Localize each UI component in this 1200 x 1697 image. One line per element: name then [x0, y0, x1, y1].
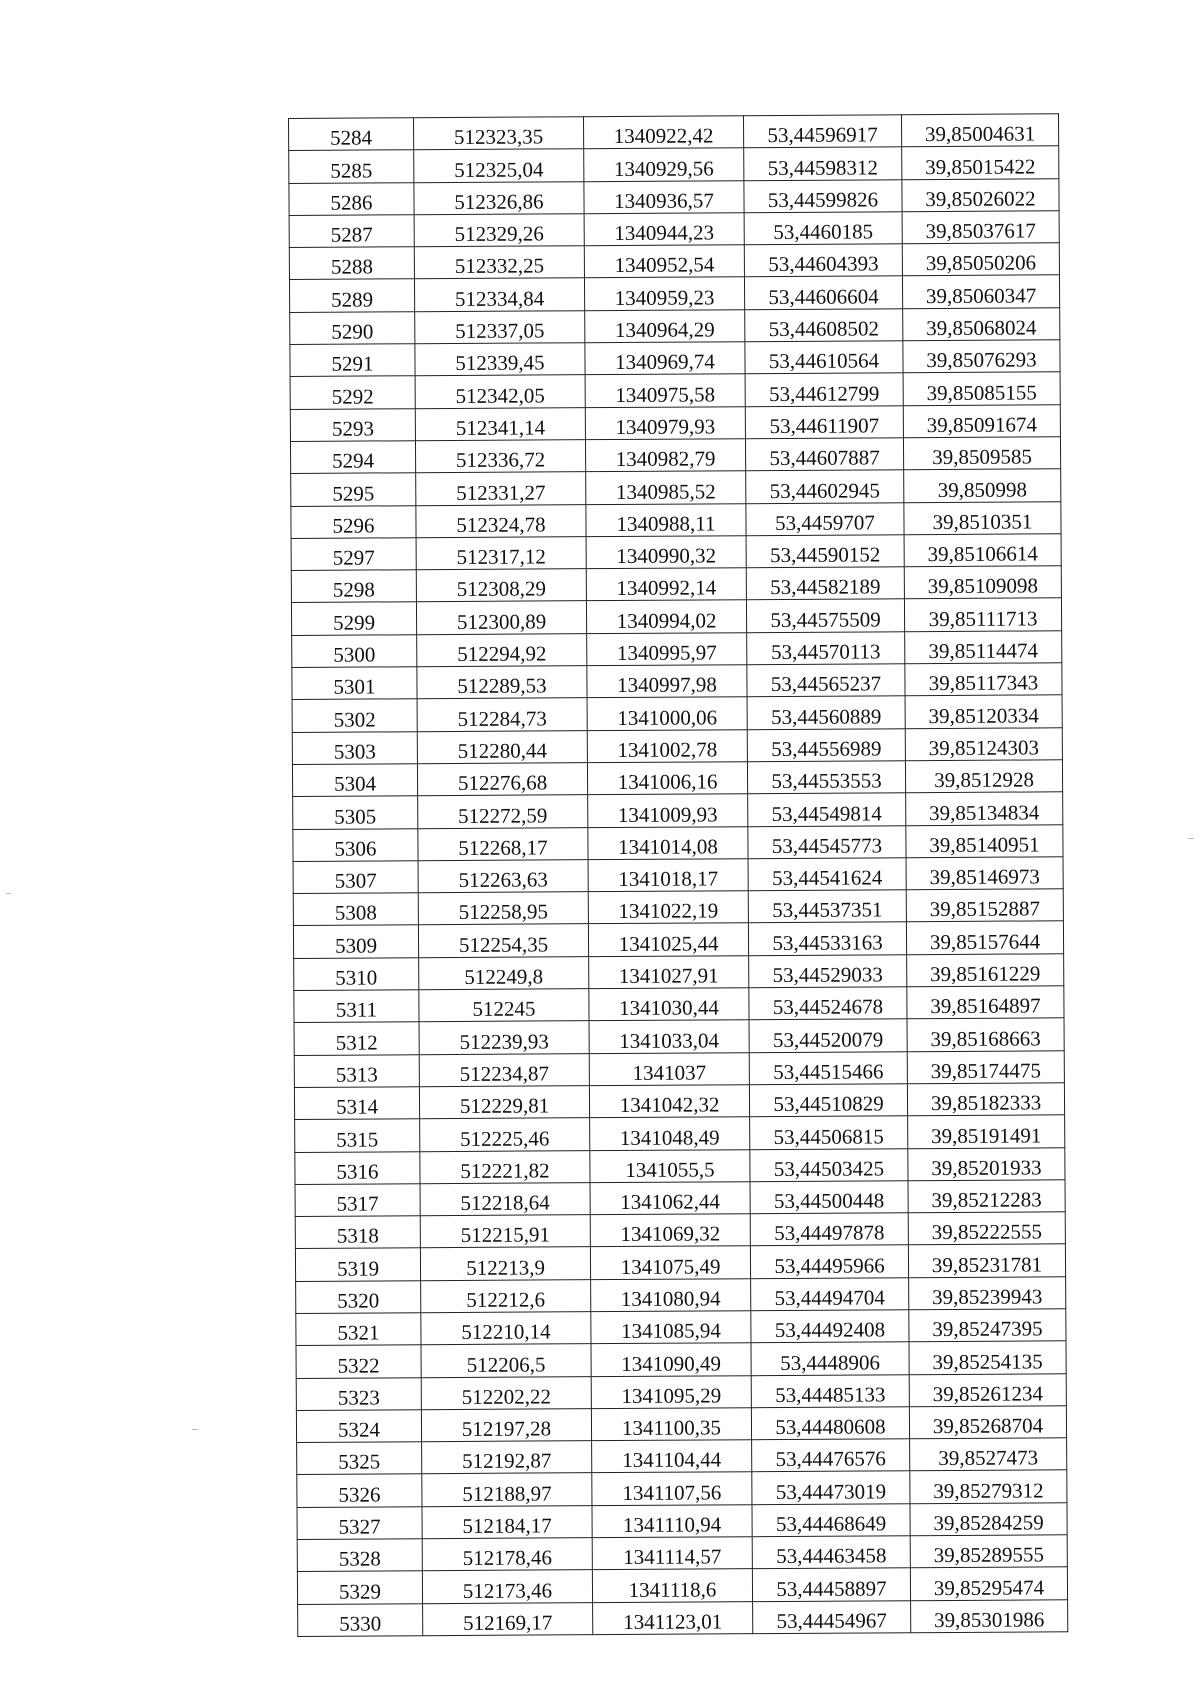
- y-coordinate-cell: 1341069,32: [590, 1214, 750, 1247]
- longitude-cell: 39,8527473: [910, 1438, 1067, 1471]
- longitude-cell: 39,85037617: [902, 211, 1059, 244]
- longitude-cell: 39,85212283: [908, 1180, 1065, 1213]
- x-coordinate-cell: 512268,17: [418, 827, 588, 860]
- x-coordinate-cell: 512329,26: [414, 214, 584, 247]
- point-number-cell: 5298: [291, 570, 416, 603]
- point-number-cell: 5300: [292, 634, 417, 667]
- y-coordinate-cell: 1341062,44: [590, 1181, 750, 1214]
- longitude-cell: 39,85191491: [908, 1115, 1065, 1148]
- longitude-cell: 39,85109098: [904, 566, 1061, 599]
- x-coordinate-cell: 512169,17: [423, 1602, 593, 1635]
- x-coordinate-cell: 512334,84: [414, 278, 584, 311]
- longitude-cell: 39,85050206: [902, 243, 1059, 276]
- longitude-cell: 39,85068024: [903, 308, 1060, 341]
- longitude-cell: 39,85222555: [908, 1212, 1065, 1245]
- y-coordinate-cell: 1341025,44: [588, 923, 748, 956]
- latitude-cell: 53,44506815: [750, 1116, 908, 1149]
- table-row: [294, 986, 1064, 1023]
- table-row: [290, 372, 1060, 409]
- table-row: [289, 114, 1059, 151]
- y-coordinate-cell: 1340975,58: [585, 374, 745, 407]
- point-number-cell: 5325: [297, 1442, 422, 1475]
- x-coordinate-cell: 512197,28: [421, 1409, 591, 1442]
- point-number-cell: 5288: [289, 247, 414, 280]
- longitude-cell: 39,85091674: [903, 404, 1060, 437]
- scan-speck: [6, 893, 11, 894]
- x-coordinate-cell: 512317,12: [416, 537, 586, 570]
- table-row: [292, 727, 1062, 764]
- scan-speck: [192, 1429, 198, 1430]
- point-number-cell: 5292: [290, 376, 415, 409]
- x-coordinate-cell: 512229,81: [419, 1086, 589, 1119]
- x-coordinate-cell: 512332,25: [414, 246, 584, 279]
- y-coordinate-cell: 1341014,08: [588, 826, 748, 859]
- longitude-cell: 39,85120334: [905, 695, 1062, 728]
- point-number-cell: 5309: [293, 925, 418, 958]
- table-row: [292, 663, 1062, 700]
- y-coordinate-cell: 1340982,79: [585, 439, 745, 472]
- longitude-cell: 39,85060347: [902, 275, 1059, 308]
- point-number-cell: 5285: [289, 150, 414, 183]
- x-coordinate-cell: 512206,5: [421, 1344, 591, 1377]
- y-coordinate-cell: 1341075,49: [590, 1246, 750, 1279]
- table-row: [289, 243, 1059, 280]
- point-number-cell: 5330: [298, 1603, 423, 1636]
- x-coordinate-cell: 512272,59: [418, 795, 588, 828]
- x-coordinate-cell: 512280,44: [417, 730, 587, 763]
- longitude-cell: 39,85254135: [909, 1341, 1066, 1374]
- longitude-cell: 39,85239943: [909, 1276, 1066, 1309]
- table-row: [290, 437, 1060, 474]
- y-coordinate-cell: 1341123,01: [593, 1601, 753, 1634]
- latitude-cell: 53,44468649: [752, 1503, 910, 1536]
- x-coordinate-cell: 512178,46: [422, 1538, 592, 1571]
- longitude-cell: 39,85085155: [903, 372, 1060, 405]
- latitude-cell: 53,4459707: [746, 502, 904, 535]
- x-coordinate-cell: 512339,45: [415, 343, 585, 376]
- table-row: [297, 1535, 1067, 1572]
- x-coordinate-cell: 512210,14: [421, 1312, 591, 1345]
- y-coordinate-cell: 1341118,6: [592, 1569, 752, 1602]
- latitude-cell: 53,44524678: [749, 987, 907, 1020]
- x-coordinate-cell: 512323,35: [414, 117, 584, 150]
- latitude-cell: 53,4460185: [744, 212, 902, 245]
- y-coordinate-cell: 1341104,44: [592, 1440, 752, 1473]
- table-row: [295, 1147, 1065, 1184]
- x-coordinate-cell: 512245: [419, 989, 589, 1022]
- y-coordinate-cell: 1341085,94: [591, 1311, 751, 1344]
- latitude-cell: 53,4448906: [751, 1342, 909, 1375]
- latitude-cell: 53,44607887: [745, 438, 903, 471]
- y-coordinate-cell: 1341110,94: [592, 1504, 752, 1537]
- x-coordinate-cell: 512213,9: [420, 1247, 590, 1280]
- y-coordinate-cell: 1340992,14: [586, 568, 746, 601]
- latitude-cell: 53,44599826: [744, 179, 902, 212]
- table-row: [290, 340, 1060, 377]
- table-row: [293, 889, 1063, 926]
- x-coordinate-cell: 512276,68: [417, 763, 587, 796]
- x-coordinate-cell: 512184,17: [422, 1505, 592, 1538]
- latitude-cell: 53,44582189: [746, 567, 904, 600]
- table-row: [296, 1341, 1066, 1378]
- point-number-cell: 5294: [290, 441, 415, 474]
- latitude-cell: 53,44529033: [749, 954, 907, 987]
- coordinates-table: [288, 113, 1068, 1637]
- y-coordinate-cell: 1340964,29: [585, 309, 745, 342]
- longitude-cell: 39,85268704: [909, 1406, 1066, 1439]
- x-coordinate-cell: 512331,27: [416, 472, 586, 505]
- point-number-cell: 5297: [291, 538, 416, 571]
- latitude-cell: 53,44473019: [752, 1471, 910, 1504]
- y-coordinate-cell: 1341027,91: [589, 955, 749, 988]
- latitude-cell: 53,44541624: [748, 858, 906, 891]
- point-number-cell: 5305: [293, 796, 418, 829]
- latitude-cell: 53,44606604: [744, 276, 902, 309]
- point-number-cell: 5324: [296, 1410, 421, 1443]
- y-coordinate-cell: 1340997,98: [587, 665, 747, 698]
- longitude-cell: 39,85111713: [904, 598, 1061, 631]
- latitude-cell: 53,44500448: [750, 1181, 908, 1214]
- latitude-cell: 53,44454967: [753, 1600, 911, 1633]
- y-coordinate-cell: 1340944,23: [584, 213, 744, 246]
- latitude-cell: 53,44610564: [745, 341, 903, 374]
- point-number-cell: 5303: [292, 731, 417, 764]
- y-coordinate-cell: 1341006,16: [587, 762, 747, 795]
- y-coordinate-cell: 1341042,32: [589, 1085, 749, 1118]
- table-row: [289, 275, 1059, 312]
- point-number-cell: 5301: [292, 667, 417, 700]
- longitude-cell: 39,85174475: [907, 1050, 1064, 1083]
- x-coordinate-cell: 512336,72: [415, 440, 585, 473]
- x-coordinate-cell: 512341,14: [415, 407, 585, 440]
- table-row: [297, 1438, 1067, 1475]
- y-coordinate-cell: 1340985,52: [586, 471, 746, 504]
- x-coordinate-cell: 512254,35: [418, 924, 588, 957]
- longitude-cell: 39,85157644: [906, 921, 1063, 954]
- table-row: [297, 1503, 1067, 1540]
- point-number-cell: 5313: [294, 1054, 419, 1087]
- longitude-cell: 39,85161229: [907, 953, 1064, 986]
- y-coordinate-cell: 1341100,35: [591, 1408, 751, 1441]
- x-coordinate-cell: 512326,86: [414, 181, 584, 214]
- point-number-cell: 5326: [297, 1474, 422, 1507]
- longitude-cell: 39,850998: [904, 469, 1061, 502]
- point-number-cell: 5320: [296, 1280, 421, 1313]
- y-coordinate-cell: 1340994,02: [586, 600, 746, 633]
- longitude-cell: 39,85106614: [904, 534, 1061, 567]
- table-row: [296, 1309, 1066, 1346]
- latitude-cell: 53,44570113: [747, 631, 905, 664]
- point-number-cell: 5291: [290, 344, 415, 377]
- table-row: [290, 308, 1060, 345]
- x-coordinate-cell: 512325,04: [414, 149, 584, 182]
- y-coordinate-cell: 1341018,17: [588, 859, 748, 892]
- table-row: [291, 534, 1061, 571]
- longitude-cell: 39,85289555: [910, 1535, 1067, 1568]
- latitude-cell: 53,44510829: [749, 1084, 907, 1117]
- x-coordinate-cell: 512212,6: [421, 1279, 591, 1312]
- y-coordinate-cell: 1341095,29: [591, 1375, 751, 1408]
- y-coordinate-cell: 1341009,93: [588, 794, 748, 827]
- y-coordinate-cell: 1340952,54: [584, 245, 744, 278]
- x-coordinate-cell: 512342,05: [415, 375, 585, 408]
- latitude-cell: 53,44549814: [748, 793, 906, 826]
- latitude-cell: 53,44494704: [751, 1277, 909, 1310]
- y-coordinate-cell: 1341055,5: [590, 1149, 750, 1182]
- longitude-cell: 39,85284259: [910, 1503, 1067, 1536]
- point-number-cell: 5321: [296, 1313, 421, 1346]
- x-coordinate-cell: 512239,93: [419, 1021, 589, 1054]
- point-number-cell: 5307: [293, 861, 418, 894]
- table-row: [298, 1599, 1068, 1636]
- point-number-cell: 5310: [294, 957, 419, 990]
- table-row: [297, 1567, 1067, 1604]
- x-coordinate-cell: 512192,87: [422, 1441, 592, 1474]
- latitude-cell: 53,44497878: [750, 1213, 908, 1246]
- longitude-cell: 39,85152887: [906, 889, 1063, 922]
- latitude-cell: 53,44596917: [743, 115, 901, 148]
- x-coordinate-cell: 512215,91: [420, 1215, 590, 1248]
- y-coordinate-cell: 1340979,93: [585, 406, 745, 439]
- x-coordinate-cell: 512308,29: [416, 569, 586, 602]
- point-number-cell: 5290: [290, 312, 415, 345]
- table-row: [295, 1180, 1065, 1217]
- table-row: [293, 824, 1063, 861]
- table-row: [291, 598, 1061, 635]
- table-row: [292, 695, 1062, 732]
- point-number-cell: 5302: [292, 699, 417, 732]
- table-row: [296, 1276, 1066, 1313]
- longitude-cell: 39,85301986: [911, 1599, 1068, 1632]
- x-coordinate-cell: 512284,73: [417, 698, 587, 731]
- table-row: [291, 501, 1061, 538]
- latitude-cell: 53,44560889: [747, 696, 905, 729]
- latitude-cell: 53,44604393: [744, 244, 902, 277]
- latitude-cell: 53,44565237: [747, 664, 905, 697]
- table-row: [292, 631, 1062, 668]
- table-row: [293, 921, 1063, 958]
- latitude-cell: 53,44485133: [751, 1374, 909, 1407]
- longitude-cell: 39,85146973: [906, 857, 1063, 890]
- point-number-cell: 5316: [295, 1151, 420, 1184]
- latitude-cell: 53,44520079: [749, 1019, 907, 1052]
- x-coordinate-cell: 512263,63: [418, 860, 588, 893]
- longitude-cell: 39,85124303: [905, 727, 1062, 760]
- longitude-cell: 39,85076293: [903, 340, 1060, 373]
- point-number-cell: 5293: [290, 408, 415, 441]
- point-number-cell: 5311: [294, 990, 419, 1023]
- y-coordinate-cell: 1341002,78: [587, 729, 747, 762]
- latitude-cell: 53,44492408: [751, 1310, 909, 1343]
- longitude-cell: 39,8512928: [905, 760, 1062, 793]
- point-number-cell: 5327: [297, 1506, 422, 1539]
- longitude-cell: 39,85004631: [901, 114, 1058, 147]
- table-row: [289, 211, 1059, 248]
- longitude-cell: 39,85164897: [907, 986, 1064, 1019]
- latitude-cell: 53,44463458: [752, 1536, 910, 1569]
- x-coordinate-cell: 512225,46: [420, 1118, 590, 1151]
- point-number-cell: 5299: [291, 602, 416, 635]
- point-number-cell: 5328: [297, 1539, 422, 1572]
- table-row: [295, 1212, 1065, 1249]
- table-row: [290, 404, 1060, 441]
- y-coordinate-cell: 1341107,56: [592, 1472, 752, 1505]
- x-coordinate-cell: 512258,95: [418, 892, 588, 925]
- longitude-cell: 39,85261234: [909, 1373, 1066, 1406]
- table-row: [289, 178, 1059, 215]
- longitude-cell: 39,85026022: [902, 178, 1059, 211]
- table-row: [297, 1470, 1067, 1507]
- table-row: [294, 1083, 1064, 1120]
- y-coordinate-cell: 1341080,94: [591, 1278, 751, 1311]
- point-number-cell: 5304: [292, 764, 417, 797]
- table-row: [291, 566, 1061, 603]
- longitude-cell: 39,85168663: [907, 1018, 1064, 1051]
- table-row: [289, 146, 1059, 183]
- latitude-cell: 53,44476576: [752, 1439, 910, 1472]
- x-coordinate-cell: 512218,64: [420, 1182, 590, 1215]
- point-number-cell: 5306: [293, 828, 418, 861]
- longitude-cell: 39,8509585: [903, 437, 1060, 470]
- y-coordinate-cell: 1340969,74: [585, 342, 745, 375]
- point-number-cell: 5289: [289, 279, 414, 312]
- latitude-cell: 53,44612799: [745, 373, 903, 406]
- longitude-cell: 39,85114474: [905, 631, 1062, 664]
- point-number-cell: 5296: [291, 505, 416, 538]
- table-row: [294, 953, 1064, 990]
- table-row: [296, 1373, 1066, 1410]
- y-coordinate-cell: 1340922,42: [583, 116, 743, 149]
- y-coordinate-cell: 1341030,44: [589, 988, 749, 1021]
- longitude-cell: 39,85015422: [902, 146, 1059, 179]
- longitude-cell: 39,85295474: [910, 1567, 1067, 1600]
- latitude-cell: 53,44495966: [750, 1245, 908, 1278]
- x-coordinate-cell: 512202,22: [421, 1376, 591, 1409]
- y-coordinate-cell: 1340929,56: [584, 148, 744, 181]
- latitude-cell: 53,44553553: [747, 761, 905, 794]
- latitude-cell: 53,44611907: [745, 405, 903, 438]
- point-number-cell: 5312: [294, 1022, 419, 1055]
- table-row: [294, 1018, 1064, 1055]
- longitude-cell: 39,85140951: [906, 824, 1063, 857]
- latitude-cell: 53,44515466: [749, 1051, 907, 1084]
- point-number-cell: 5318: [295, 1216, 420, 1249]
- latitude-cell: 53,44545773: [748, 825, 906, 858]
- longitude-cell: 39,85279312: [910, 1470, 1067, 1503]
- latitude-cell: 53,44537351: [748, 890, 906, 923]
- table-row: [294, 1050, 1064, 1087]
- x-coordinate-cell: 512173,46: [422, 1570, 592, 1603]
- latitude-cell: 53,44575509: [746, 599, 904, 632]
- x-coordinate-cell: 512221,82: [420, 1150, 590, 1183]
- y-coordinate-cell: 1341048,49: [590, 1117, 750, 1150]
- point-number-cell: 5323: [296, 1377, 421, 1410]
- y-coordinate-cell: 1341000,06: [587, 697, 747, 730]
- latitude-cell: 53,44598312: [744, 147, 902, 180]
- y-coordinate-cell: 1340959,23: [584, 277, 744, 310]
- latitude-cell: 53,44608502: [745, 309, 903, 342]
- point-number-cell: 5329: [297, 1571, 422, 1604]
- point-number-cell: 5319: [295, 1248, 420, 1281]
- x-coordinate-cell: 512188,97: [422, 1473, 592, 1506]
- longitude-cell: 39,85231781: [908, 1244, 1065, 1277]
- longitude-cell: 39,85201933: [908, 1147, 1065, 1180]
- y-coordinate-cell: 1341033,04: [589, 1020, 749, 1053]
- y-coordinate-cell: 1340988,11: [586, 503, 746, 536]
- y-coordinate-cell: 1341022,19: [588, 891, 748, 924]
- y-coordinate-cell: 1341037: [589, 1052, 749, 1085]
- point-number-cell: 5314: [294, 1087, 419, 1120]
- point-number-cell: 5315: [295, 1119, 420, 1152]
- scan-speck: [1188, 838, 1194, 839]
- table-body: [289, 114, 1068, 1637]
- table-row: [295, 1244, 1065, 1281]
- x-coordinate-cell: 512249,8: [419, 956, 589, 989]
- latitude-cell: 53,44458897: [752, 1568, 910, 1601]
- x-coordinate-cell: 512294,92: [417, 633, 587, 666]
- point-number-cell: 5317: [295, 1184, 420, 1217]
- x-coordinate-cell: 512337,05: [415, 310, 585, 343]
- point-number-cell: 5284: [289, 118, 414, 151]
- y-coordinate-cell: 1340995,97: [587, 632, 747, 665]
- longitude-cell: 39,85134834: [906, 792, 1063, 825]
- latitude-cell: 53,44556989: [747, 728, 905, 761]
- longitude-cell: 39,85117343: [905, 663, 1062, 696]
- longitude-cell: 39,8510351: [904, 501, 1061, 534]
- x-coordinate-cell: 512289,53: [417, 666, 587, 699]
- point-number-cell: 5287: [289, 215, 414, 248]
- point-number-cell: 5322: [296, 1345, 421, 1378]
- table-row: [293, 857, 1063, 894]
- latitude-cell: 53,44602945: [746, 470, 904, 503]
- latitude-cell: 53,44480608: [751, 1407, 909, 1440]
- longitude-cell: 39,85247395: [909, 1309, 1066, 1342]
- table-row: [293, 792, 1063, 829]
- table-row: [291, 469, 1061, 506]
- table-row: [296, 1406, 1066, 1443]
- longitude-cell: 39,85182333: [907, 1083, 1064, 1116]
- latitude-cell: 53,44533163: [748, 922, 906, 955]
- y-coordinate-cell: 1340990,32: [586, 536, 746, 569]
- point-number-cell: 5295: [291, 473, 416, 506]
- table-row: [292, 760, 1062, 797]
- point-number-cell: 5308: [293, 893, 418, 926]
- y-coordinate-cell: 1340936,57: [584, 180, 744, 213]
- x-coordinate-cell: 512300,89: [416, 601, 586, 634]
- y-coordinate-cell: 1341114,57: [592, 1537, 752, 1570]
- x-coordinate-cell: 512234,87: [419, 1053, 589, 1086]
- latitude-cell: 53,44590152: [746, 535, 904, 568]
- x-coordinate-cell: 512324,78: [416, 504, 586, 537]
- y-coordinate-cell: 1341090,49: [591, 1343, 751, 1376]
- point-number-cell: 5286: [289, 182, 414, 215]
- latitude-cell: 53,44503425: [750, 1148, 908, 1181]
- table-row: [295, 1115, 1065, 1152]
